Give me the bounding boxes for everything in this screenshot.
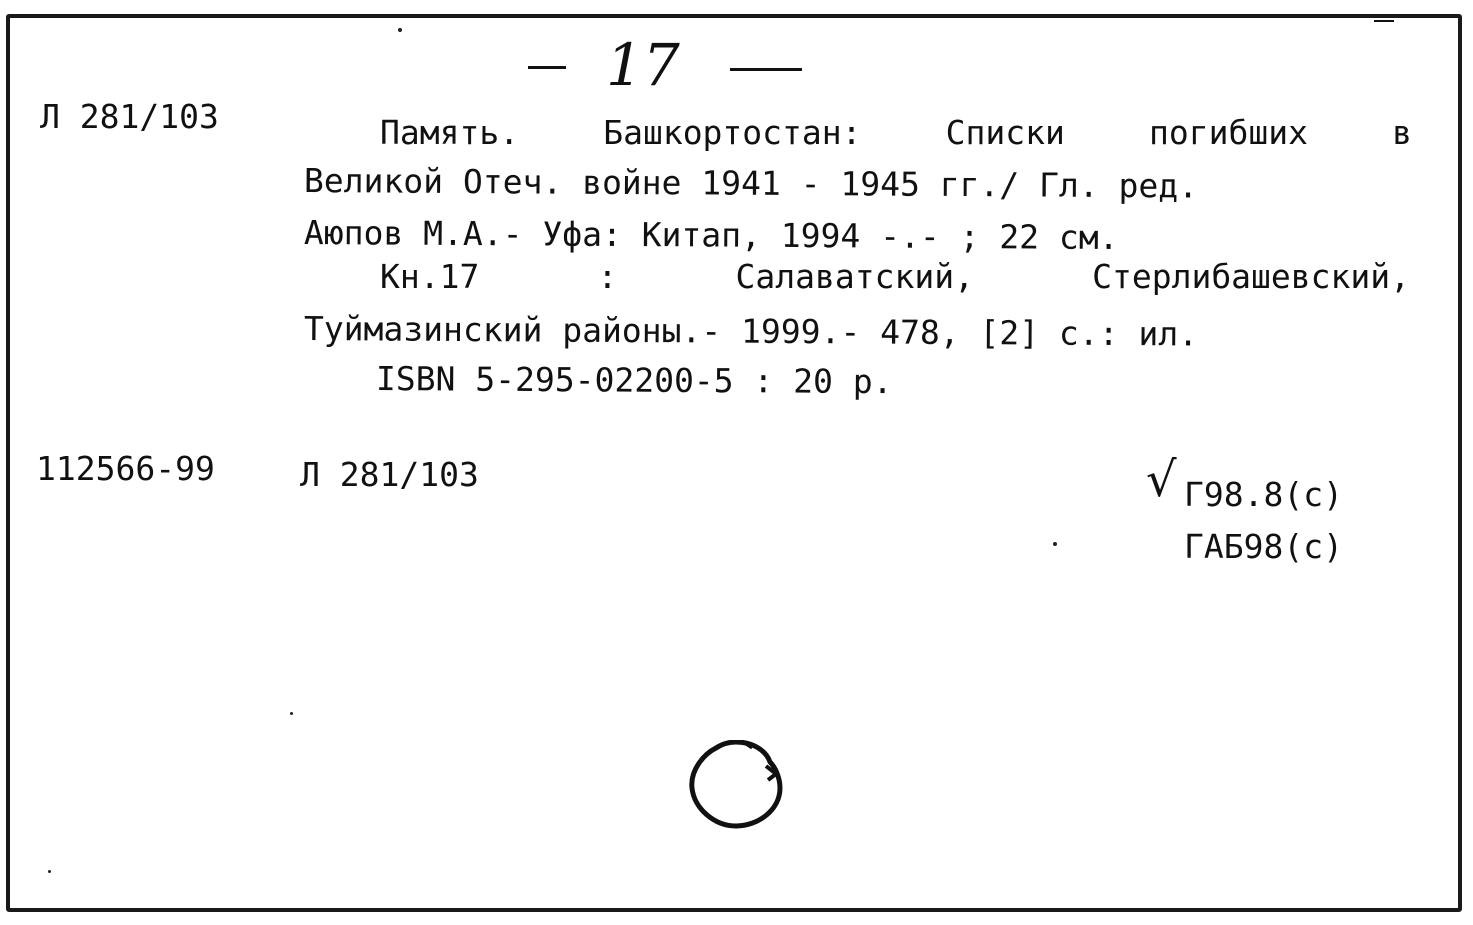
shelf-mark-top: Л 281/103 (40, 97, 219, 136)
title-line-2: Великой Отеч. войне 1941 - 1945 гг./ Гл. ред. (303, 161, 1199, 206)
title-line-1 (380, 113, 1412, 152)
volume-line-2: Туймазинский районы.- 1999.- 478, [2] с.: ил. (303, 309, 1199, 354)
title-word: Списки (945, 113, 1065, 152)
shelf-mark-bottom: Л 281/103 (300, 455, 479, 494)
title-word: погибших (1149, 113, 1308, 152)
isbn-line: ISBN 5-295-02200-5 : 20 р. (375, 359, 893, 402)
page-number-dash-right (730, 68, 802, 71)
speck (398, 28, 402, 32)
page-number-dash-left (528, 66, 566, 69)
title-line-3: Аюпов М.А.- Уфа: Китап, 1994 -.- ; 22 см. (303, 213, 1119, 257)
speck-dash (1374, 20, 1394, 22)
volume-word: Салаватский, (735, 257, 974, 296)
classification-code-1: Г98.8(с) (1184, 475, 1343, 514)
classification-code-2: ГАБ98(с) (1184, 527, 1343, 566)
title-word: Память. (380, 113, 520, 152)
volume-line-1 (380, 257, 1410, 296)
page-number: 17 (606, 31, 680, 99)
stamp-circle-icon (686, 740, 786, 830)
inventory-number: 112566-99 (36, 449, 215, 488)
volume-word: Стерлибашевский, (1092, 257, 1410, 296)
speck (48, 870, 51, 873)
title-word: Башкортостан: (603, 113, 862, 152)
title-word: в (1392, 113, 1412, 152)
volume-word: Кн.17 (380, 257, 480, 296)
speck (290, 712, 293, 715)
volume-word: : (597, 257, 618, 296)
check-mark-icon: √ (1146, 452, 1177, 508)
speck (1053, 542, 1057, 546)
